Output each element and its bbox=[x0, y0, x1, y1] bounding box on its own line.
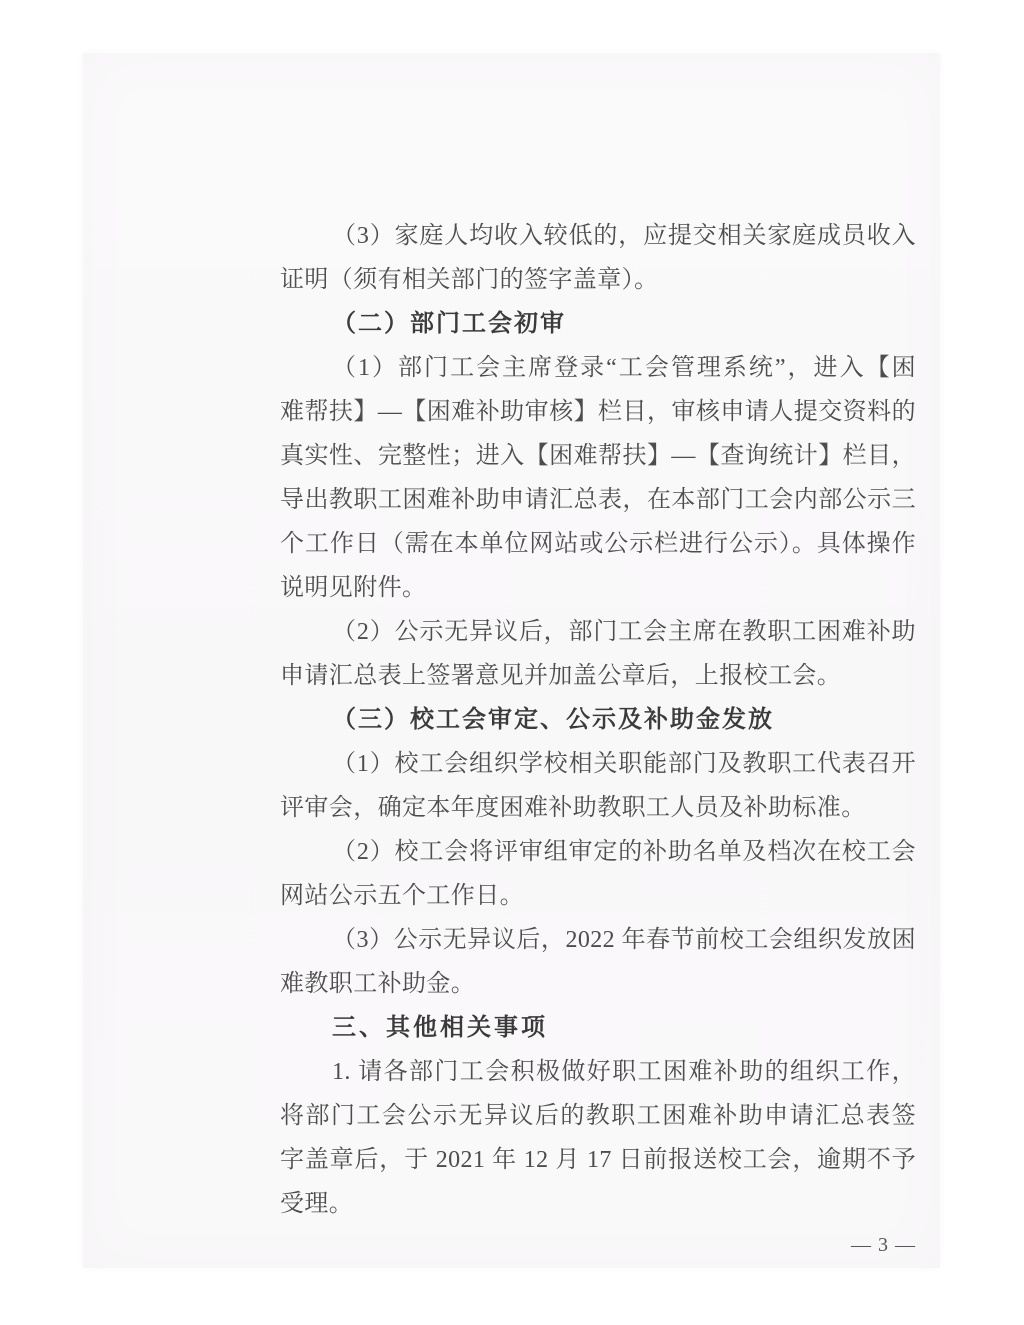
document-line: （3）公示无异议后，2022 年春节前校工会组织发放困 bbox=[332, 927, 916, 953]
document-line: 网站公示五个工作日。 bbox=[280, 883, 524, 909]
document-line: 受理。 bbox=[280, 1191, 354, 1217]
document-line: 难教职工补助金。 bbox=[280, 971, 476, 997]
document-line: 字盖章后，于 2021 年 12 月 17 日前报送校工会，逾期不予 bbox=[280, 1147, 916, 1173]
document-line: （2）校工会将评审组审定的补助名单及档次在校工会 bbox=[332, 839, 916, 865]
section-heading: 三、其他相关事项 bbox=[332, 1014, 548, 1041]
document-line: 1. 请各部门工会积极做好职工困难补助的组织工作， bbox=[332, 1059, 916, 1085]
document-line: 评审会，确定本年度困难补助教职工人员及补助标准。 bbox=[280, 795, 866, 821]
document-line: 证明（须有相关部门的签字盖章）。 bbox=[280, 267, 659, 293]
document-line: 真实性、完整性；进入【困难帮扶】—【查询统计】栏目， bbox=[280, 443, 916, 469]
section-heading: （三）校工会审定、公示及补助金发放 bbox=[332, 707, 774, 733]
document-line: 个工作日（需在本单位网站或公示栏进行公示）。具体操作 bbox=[280, 531, 916, 557]
document-line: 难帮扶】—【困难补助审核】栏目，审核申请人提交资料的 bbox=[280, 399, 916, 425]
page-number: — 3 — bbox=[851, 1234, 916, 1256]
paper-sheet bbox=[83, 53, 940, 1268]
section-heading: （二）部门工会初审 bbox=[332, 311, 566, 337]
document-line: （1）校工会组织学校相关职能部门及教职工代表召开 bbox=[332, 751, 916, 777]
document-line: （1）部门工会主席登录“工会管理系统”，进入【困 bbox=[332, 355, 916, 381]
document-body bbox=[280, 214, 916, 1226]
document-line: 申请汇总表上签署意见并加盖公章后，上报校工会。 bbox=[280, 663, 842, 689]
document-line: （2）公示无异议后，部门工会主席在教职工困难补助 bbox=[332, 619, 916, 645]
document-line: 说明见附件。 bbox=[280, 575, 427, 601]
document-line: 将部门工会公示无异议后的教职工困难补助申请汇总表签 bbox=[280, 1103, 916, 1129]
document-line: （3）家庭人均收入较低的，应提交相关家庭成员收入 bbox=[332, 223, 916, 249]
document-line: 导出教职工困难补助申请汇总表，在本部门工会内部公示三 bbox=[280, 487, 916, 513]
